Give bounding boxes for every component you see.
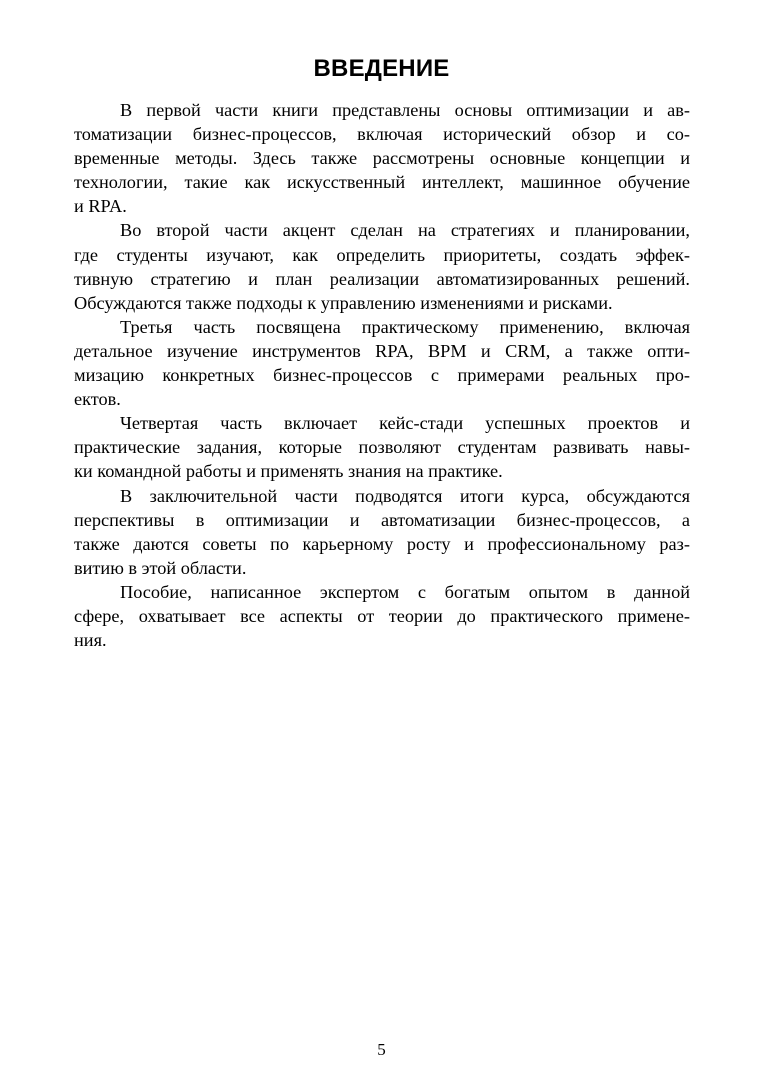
text-line: практические задания, которые позволяют студентам развивать навы- xyxy=(74,437,690,458)
text-line: Во второй части акцент сделан на стратегиях и планировании, xyxy=(120,220,690,241)
text-line: томатизации бизнес-процессов, включая исторический обзор и со- xyxy=(74,124,690,145)
paragraph xyxy=(74,98,690,218)
page-number: 5 xyxy=(377,1040,386,1059)
text-line: ектов. xyxy=(74,389,121,410)
text-line: временные методы. Здесь также рассмотрены основные концепции и xyxy=(74,148,690,169)
text-line: ки командной работы и применять знания на практике. xyxy=(74,461,503,482)
text-line: В первой части книги представлены основы оптимизации и ав- xyxy=(120,100,690,120)
body-text xyxy=(74,98,690,652)
text-line: детальное изучение инструментов RPA, BPM и CRM, а также опти- xyxy=(74,340,690,361)
text-line: и RPA. xyxy=(74,196,127,217)
paragraph xyxy=(74,218,690,314)
text-line: Пособие, написанное экспертом с богатым опытом в данной xyxy=(120,581,690,602)
page-title: ВВЕДЕНИЕ xyxy=(313,55,450,82)
text-line: витию в этой области. xyxy=(74,557,247,578)
text-line: Обсуждаются также подходы к управлению изменениями и рисками. xyxy=(74,292,613,313)
paragraph xyxy=(74,411,690,483)
text-line: где студенты изучают, как определить приоритеты, создать эффек- xyxy=(74,244,690,265)
text-line: ния. xyxy=(74,630,107,651)
paragraph xyxy=(74,315,690,411)
text-line: перспективы в оптимизации и автоматизации бизнес-процессов, а xyxy=(74,509,690,530)
paragraph xyxy=(74,580,690,652)
text-line: тивную стратегию и план реализации автоматизированных решений. xyxy=(74,268,690,289)
text-line: Четвертая часть включает кейс-стади успешных проектов и xyxy=(120,413,690,434)
text-line: В заключительной части подводятся итоги курса, обсуждаются xyxy=(120,485,690,506)
paragraph xyxy=(74,484,690,580)
text-line: Третья часть посвящена практическому применению, включая xyxy=(120,316,690,337)
text-line: технологии, такие как искусственный интеллект, машинное обучение xyxy=(74,172,690,193)
text-line: сфере, охватывает все аспекты от теории до практического примене- xyxy=(74,605,690,626)
text-line: мизацию конкретных бизнес-процессов с примерами реальных про- xyxy=(74,365,690,386)
text-line: также даются советы по карьерному росту и профессиональному раз- xyxy=(74,533,690,554)
